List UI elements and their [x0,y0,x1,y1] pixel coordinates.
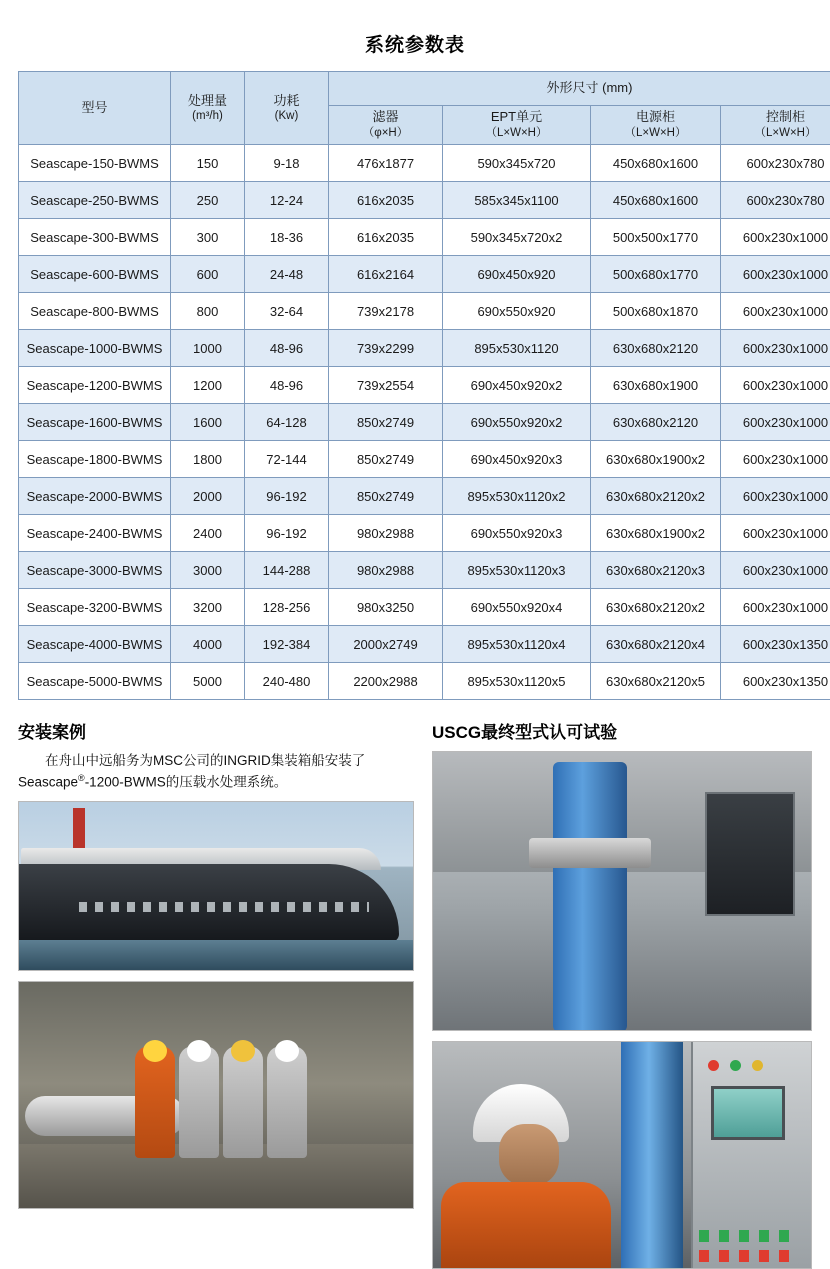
crew-helmet [143,1040,167,1062]
equipment-flange [529,838,651,868]
table-header [19,72,830,145]
header-ept-unit: （L×W×H） [443,126,590,140]
table-cell: 500x680x1770 [591,256,721,293]
ship-mast [73,808,85,850]
header-power [245,72,329,145]
table-cell: 18-36 [245,219,329,256]
crew-member [267,1046,307,1158]
table-cell: 850x2749 [329,441,443,478]
table-row [19,219,830,256]
equipment-panel [705,792,795,916]
paragraph-text-2: -1200-BWMS的压载水处理系统。 [85,774,288,789]
header-capacity-unit: (m³/h) [171,109,244,123]
table-cell: 48-96 [245,367,329,404]
table-cell: 600x230x1000 [721,589,830,626]
table-cell: 1200 [171,367,245,404]
table-cell: 500x500x1770 [591,219,721,256]
table-cell: 450x680x1600 [591,145,721,182]
ship-water [19,940,413,970]
table-cell: 590x345x720 [443,145,591,182]
table-cell: Seascape-1200-BWMS [19,367,171,404]
table-cell: 150 [171,145,245,182]
indicator-lamp-green [730,1060,741,1071]
table-cell: 250 [171,182,245,219]
table-cell: 64-128 [245,404,329,441]
header-dimensions: 外形尺寸 (mm) [329,72,830,106]
table-cell: 1800 [171,441,245,478]
table-cell: 600x230x1000 [721,404,830,441]
table-cell: 96-192 [245,515,329,552]
header-power-cabinet [591,105,721,144]
installation-case-column [18,718,418,1269]
table-cell: Seascape-3200-BWMS [19,589,171,626]
table-cell: 690x550x920x3 [443,515,591,552]
table-cell: 895x530x1120 [443,330,591,367]
table-cell: 144-288 [245,552,329,589]
table-cell: 739x2178 [329,293,443,330]
table-row [19,367,830,404]
crew-member [179,1046,219,1158]
operator-face [499,1124,559,1186]
table-cell: Seascape-1800-BWMS [19,441,171,478]
table-row [19,589,830,626]
table-cell: 600x230x1000 [721,330,830,367]
control-screen [711,1086,785,1140]
table-cell: 690x450x920x3 [443,441,591,478]
table-cell: 690x550x920x2 [443,404,591,441]
table-cell: Seascape-800-BWMS [19,293,171,330]
table-cell: 630x680x2120 [591,330,721,367]
table-cell: 32-64 [245,293,329,330]
table-cell: 590x345x720x2 [443,219,591,256]
table-cell: 4000 [171,626,245,663]
header-capacity-label: 处理量 [171,93,244,109]
table-cell: 690x550x920x4 [443,589,591,626]
table-cell: 128-256 [245,589,329,626]
header-power-cabinet-unit: （L×W×H） [591,126,720,140]
table-cell: 600x230x1000 [721,219,830,256]
table-cell: 72-144 [245,441,329,478]
header-filter [329,105,443,144]
table-cell: 630x680x2120x2 [591,478,721,515]
table-row [19,182,830,219]
table-row [19,293,830,330]
table-cell: 600x230x1000 [721,515,830,552]
engine-room-crew-photo [18,981,414,1209]
table-row [19,441,830,478]
table-cell: 739x2299 [329,330,443,367]
table-cell: 450x680x1600 [591,182,721,219]
table-cell: Seascape-2400-BWMS [19,515,171,552]
crew-member [223,1046,263,1158]
header-ept-label: EPT单元 [443,109,590,125]
table-cell: 3200 [171,589,245,626]
table-cell: 2000 [171,478,245,515]
table-row [19,145,830,182]
table-cell: 300 [171,219,245,256]
table-cell: Seascape-250-BWMS [19,182,171,219]
table-cell: 476x1877 [329,145,443,182]
table-cell: 630x680x2120x5 [591,663,721,700]
ship-windows [79,902,369,912]
crew-helmet [231,1040,255,1062]
table-row [19,256,830,293]
table-row [19,552,830,589]
table-cell: 739x2554 [329,367,443,404]
uscg-test-heading: USCG最终型式认可试验 [432,718,812,743]
table-cell: Seascape-300-BWMS [19,219,171,256]
header-model: 型号 [19,72,171,145]
table-cell: 24-48 [245,256,329,293]
uscg-test-equipment-photo [432,751,812,1031]
table-cell: 895x530x1120x4 [443,626,591,663]
table-cell: 5000 [171,663,245,700]
header-power-unit: (Kw) [245,109,328,123]
table-cell: Seascape-1600-BWMS [19,404,171,441]
table-cell: 690x450x920x2 [443,367,591,404]
table-cell: Seascape-1000-BWMS [19,330,171,367]
system-parameters-table [18,71,830,700]
table-cell: 1000 [171,330,245,367]
installation-case-paragraph [18,751,408,793]
crew-helmet [187,1040,211,1062]
table-cell: Seascape-150-BWMS [19,145,171,182]
header-power-cabinet-label: 电源柜 [591,109,720,125]
header-control-cabinet-label: 控制柜 [721,109,830,125]
header-control-cabinet-unit: （L×W×H） [721,126,830,140]
table-cell: 980x3250 [329,589,443,626]
paragraph-text-1: 在舟山中远船务为MSC公司的INGRID集装箱船安装了Seascape [18,753,365,789]
table-cell: 630x680x1900x2 [591,515,721,552]
table-cell: 192-384 [245,626,329,663]
table-cell: 600x230x1000 [721,367,830,404]
table-cell: 3000 [171,552,245,589]
table-cell: 850x2749 [329,404,443,441]
table-cell: 12-24 [245,182,329,219]
table-cell: 895x530x1120x3 [443,552,591,589]
table-cell: 850x2749 [329,478,443,515]
table-body [19,145,830,700]
table-cell: 600x230x1000 [721,552,830,589]
table-cell: 630x680x2120 [591,404,721,441]
header-control-cabinet [721,105,830,144]
table-cell: 2200x2988 [329,663,443,700]
table-cell: 690x450x920 [443,256,591,293]
table-cell: 240-480 [245,663,329,700]
table-row [19,663,830,700]
container-ship-photo [18,801,414,971]
table-cell: 895x530x1120x2 [443,478,591,515]
table-cell: 980x2988 [329,515,443,552]
table-cell: 630x680x1900 [591,367,721,404]
operator-pipe [621,1042,683,1269]
crew-member [135,1046,175,1158]
table-cell: 500x680x1870 [591,293,721,330]
table-row [19,330,830,367]
indicator-lamp-red [708,1060,719,1071]
header-ept [443,105,591,144]
control-buttons-row-red [699,1250,791,1262]
table-cell: 9-18 [245,145,329,182]
table-cell: Seascape-4000-BWMS [19,626,171,663]
table-cell: 600 [171,256,245,293]
table-cell: 96-192 [245,478,329,515]
page-title: 系统参数表 [18,30,812,57]
lower-section [18,718,812,1269]
table-cell: 600x230x780 [721,145,830,182]
table-cell: Seascape-3000-BWMS [19,552,171,589]
table-row [19,626,830,663]
table-cell: 48-96 [245,330,329,367]
table-cell: 585x345x1100 [443,182,591,219]
table-cell: Seascape-600-BWMS [19,256,171,293]
table-cell: 600x230x1350 [721,663,830,700]
table-cell: 2400 [171,515,245,552]
table-cell: 800 [171,293,245,330]
table-cell: 630x680x1900x2 [591,441,721,478]
table-row [19,404,830,441]
table-row [19,478,830,515]
crew-helmet [275,1040,299,1062]
equipment-blue-column [553,762,627,1031]
table-cell: 630x680x2120x4 [591,626,721,663]
operator-control-panel-photo [432,1041,812,1269]
header-capacity [171,72,245,145]
table-cell: 600x230x1000 [721,256,830,293]
table-cell: 2000x2749 [329,626,443,663]
table-cell: 630x680x2120x3 [591,552,721,589]
control-buttons-row-green [699,1230,791,1242]
table-cell: 616x2035 [329,182,443,219]
table-row [19,515,830,552]
table-cell: 895x530x1120x5 [443,663,591,700]
table-cell: 600x230x1000 [721,293,830,330]
table-cell: 1600 [171,404,245,441]
indicator-lamp-yellow [752,1060,763,1071]
table-cell: 600x230x780 [721,182,830,219]
table-cell: 600x230x1350 [721,626,830,663]
table-cell: Seascape-2000-BWMS [19,478,171,515]
table-cell: 616x2035 [329,219,443,256]
registered-mark: ® [78,773,85,783]
table-cell: 980x2988 [329,552,443,589]
installation-case-heading: 安装案例 [18,718,418,743]
table-cell: 630x680x2120x2 [591,589,721,626]
uscg-test-column [432,718,812,1269]
table-cell: 690x550x920 [443,293,591,330]
table-cell: 600x230x1000 [721,478,830,515]
table-cell: 600x230x1000 [721,441,830,478]
header-filter-unit: （φ×H） [329,126,442,140]
header-power-label: 功耗 [245,93,328,109]
header-filter-label: 滤器 [329,109,442,125]
table-cell: 616x2164 [329,256,443,293]
operator-body [441,1182,611,1269]
table-cell: Seascape-5000-BWMS [19,663,171,700]
